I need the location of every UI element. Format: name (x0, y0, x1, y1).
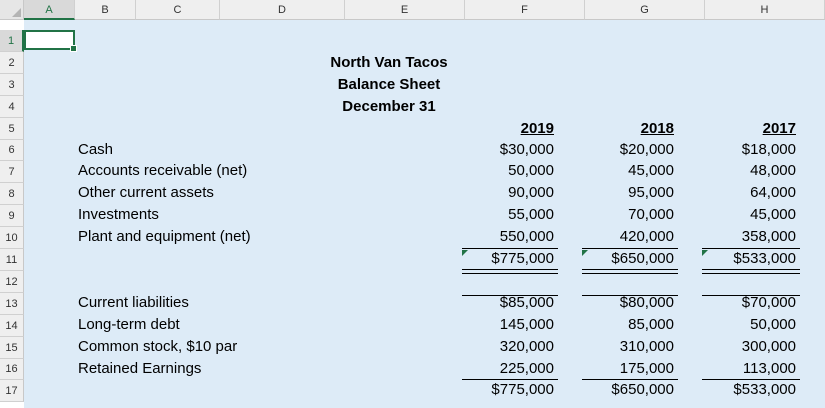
asset-value: $18,000 (741, 141, 796, 158)
select-all-corner[interactable] (0, 0, 24, 20)
asset-value: $20,000 (619, 141, 674, 158)
row-header-6[interactable]: 6 (0, 140, 24, 161)
asset-label: Plant and equipment (net) (78, 228, 251, 245)
statement-title: Balance Sheet (337, 76, 441, 93)
error-indicator-icon[interactable] (702, 250, 708, 256)
liability-value: 225,000 (499, 360, 554, 377)
column-header-a[interactable]: A (24, 0, 75, 20)
year-header-2019: 2019 (520, 120, 554, 137)
total-liabilities-equity-value: $533,000 (733, 381, 796, 398)
statement-date: December 31 (342, 98, 436, 115)
asset-value: 64,000 (750, 184, 796, 201)
liability-value: 175,000 (619, 360, 674, 377)
liability-value: $80,000 (619, 294, 674, 311)
asset-value: 48,000 (750, 162, 796, 179)
asset-value: 50,000 (508, 162, 554, 179)
row-header-12[interactable]: 12 (0, 271, 24, 293)
fill-handle[interactable] (70, 45, 77, 52)
asset-value: $30,000 (499, 141, 554, 158)
liability-value: $85,000 (499, 294, 554, 311)
total-assets-value: $775,000 (491, 250, 554, 267)
column-header-g[interactable]: G (585, 0, 705, 20)
total-assets-value: $650,000 (611, 250, 674, 267)
row-header-1[interactable]: 1 (0, 30, 24, 52)
asset-value: 45,000 (750, 206, 796, 223)
liability-value: 145,000 (499, 316, 554, 333)
section-rule (582, 295, 678, 296)
row-header-9[interactable]: 9 (0, 205, 24, 227)
year-header-2018: 2018 (640, 120, 674, 137)
company-name: North Van Tacos (330, 54, 448, 71)
liability-value: 50,000 (750, 316, 796, 333)
asset-value: 420,000 (619, 228, 674, 245)
asset-label: Cash (78, 141, 114, 158)
liability-label: Common stock, $10 par (78, 338, 238, 355)
liability-label: Retained Earnings (78, 360, 202, 377)
section-rule (702, 295, 800, 296)
section-rule (462, 295, 558, 296)
liability-label: Long-term debt (78, 316, 180, 333)
liability-value: 85,000 (628, 316, 674, 333)
liability-label: Current liabilities (78, 294, 189, 311)
asset-value: 550,000 (499, 228, 554, 245)
asset-value: 70,000 (628, 206, 674, 223)
row-header-3[interactable]: 3 (0, 74, 24, 96)
asset-value: 45,000 (628, 162, 674, 179)
liability-value: 113,000 (742, 360, 796, 377)
liability-value: 320,000 (499, 338, 554, 355)
error-indicator-icon[interactable] (462, 250, 468, 256)
row-header-11[interactable]: 11 (0, 249, 24, 271)
total-liabilities-equity-value: $775,000 (491, 381, 554, 398)
row-header-5[interactable]: 5 (0, 118, 24, 140)
row-header-4[interactable]: 4 (0, 96, 24, 118)
asset-value: 55,000 (508, 206, 554, 223)
select-all-triangle-icon (12, 8, 21, 17)
liability-value: 310,000 (619, 338, 674, 355)
total-double-rule (462, 269, 558, 274)
row-header-15[interactable]: 15 (0, 337, 24, 359)
row-header-17[interactable]: 17 (0, 380, 24, 402)
column-header-e[interactable]: E (345, 0, 465, 20)
row-header-14[interactable]: 14 (0, 315, 24, 337)
row-header-13[interactable]: 13 (0, 293, 24, 315)
column-header-d[interactable]: D (220, 0, 345, 20)
asset-label: Accounts receivable (net) (78, 162, 248, 179)
column-header-f[interactable]: F (465, 0, 585, 20)
column-header-c[interactable]: C (136, 0, 220, 20)
asset-value: 95,000 (628, 184, 674, 201)
row-header-8[interactable]: 8 (0, 183, 24, 205)
row-header-10[interactable]: 10 (0, 227, 24, 249)
asset-label: Investments (78, 206, 159, 223)
total-double-rule (702, 269, 800, 274)
active-cell-a1[interactable] (24, 30, 75, 50)
liability-value: 300,000 (741, 338, 796, 355)
column-header-h[interactable]: H (705, 0, 825, 20)
column-header-b[interactable]: B (75, 0, 136, 20)
row-header-16[interactable]: 16 (0, 359, 24, 380)
total-assets-value: $533,000 (733, 250, 796, 267)
asset-label: Other current assets (78, 184, 214, 201)
asset-value: 358,000 (741, 228, 796, 245)
asset-value: 90,000 (508, 184, 554, 201)
row-header-2[interactable]: 2 (0, 52, 24, 74)
total-double-rule (582, 269, 678, 274)
liability-value: $70,000 (741, 294, 796, 311)
year-header-2017: 2017 (762, 120, 796, 137)
error-indicator-icon[interactable] (582, 250, 588, 256)
total-liabilities-equity-value: $650,000 (611, 381, 674, 398)
row-header-7[interactable]: 7 (0, 161, 24, 183)
